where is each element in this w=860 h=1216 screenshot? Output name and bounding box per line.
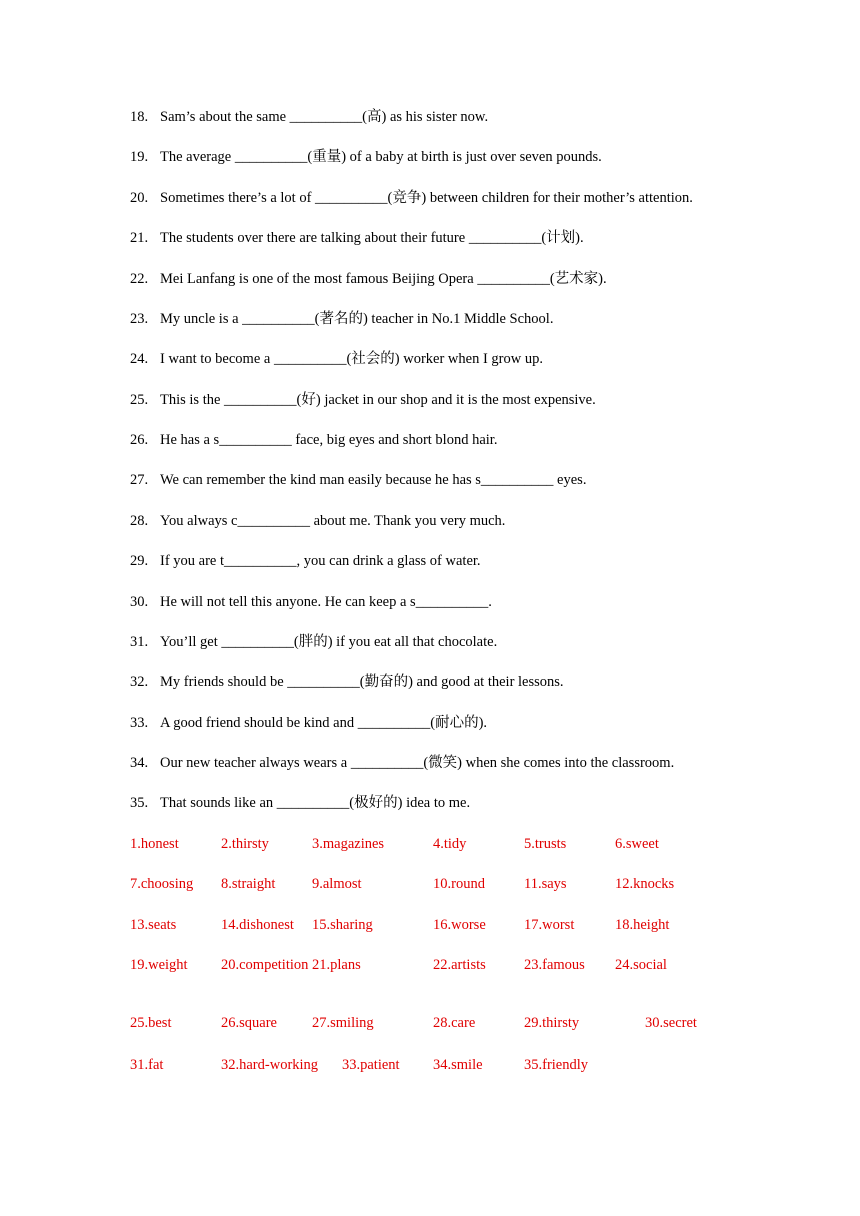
question-20 (130, 189, 693, 207)
answer-23: 23.famous (524, 957, 585, 973)
answer-10: 10.round (433, 876, 485, 892)
answer-11: 11.says (524, 876, 567, 892)
question-text: I want to become a __________(社会的) worker when I grow up. (160, 351, 543, 367)
question-text: This is the __________(好) jacket in our shop and it is the most expensive. (160, 392, 596, 408)
question-text: He has a s__________ face, big eyes and short blond hair. (160, 432, 498, 448)
answer-29: 29.thirsty (524, 1015, 580, 1031)
question-number: 31. (130, 634, 149, 650)
question-number: 18. (130, 109, 149, 125)
answer-9: 9.almost (312, 876, 362, 892)
answer-12: 12.knocks (615, 876, 675, 892)
answer-17: 17.worst (524, 917, 575, 933)
answer-18: 18.height (615, 917, 670, 933)
answer-4: 4.tidy (433, 836, 467, 852)
answer-25: 25.best (130, 1015, 172, 1031)
answer-13: 13.seats (130, 917, 177, 933)
answer-24: 24.social (615, 957, 667, 973)
question-25 (130, 391, 596, 409)
question-number: 33. (130, 715, 149, 731)
question-text: Sam’s about the same __________(高) as his sister now. (160, 109, 489, 125)
answer-22: 22.artists (433, 957, 486, 973)
question-text: My uncle is a __________(著名的) teacher in No.1 Middle School. (160, 311, 554, 327)
answer-26: 26.square (221, 1015, 277, 1031)
question-number: 29. (130, 553, 149, 569)
answer-31: 31.fat (130, 1057, 164, 1073)
answer-15: 15.sharing (312, 917, 373, 933)
question-number: 24. (130, 351, 149, 367)
question-text: We can remember the kind man easily because he has s__________ eyes. (160, 472, 587, 488)
answer-33: 33.patient (342, 1057, 400, 1073)
answer-34: 34.smile (433, 1057, 483, 1073)
answer-30: 30.secret (645, 1015, 697, 1031)
question-text: A good friend should be kind and __________(耐心的). (160, 715, 488, 731)
question-24 (130, 350, 543, 368)
question-33 (130, 714, 487, 732)
question-27 (130, 471, 586, 489)
question-number: 19. (130, 149, 149, 165)
answer-19: 19.weight (130, 957, 188, 973)
question-number: 22. (130, 271, 149, 287)
question-text: My friends should be __________(勤奋的) and good at their lessons. (160, 674, 564, 690)
answer-16: 16.worse (433, 917, 486, 933)
answer-35: 35.friendly (524, 1057, 589, 1073)
question-23 (130, 310, 553, 328)
question-text: Sometimes there’s a lot of __________(竞争) between children for their mother’s attention. (160, 190, 693, 206)
question-21 (130, 229, 584, 247)
question-number: 21. (130, 230, 149, 246)
question-number: 30. (130, 594, 149, 610)
answer-7: 7.choosing (130, 876, 194, 892)
answer-32: 32.hard-working (221, 1057, 319, 1073)
question-18 (130, 108, 488, 126)
question-text: Our new teacher always wears a __________(微笑) when she comes into the classroom. (160, 755, 675, 771)
question-number: 23. (130, 311, 149, 327)
question-31 (130, 633, 497, 651)
question-text: The students over there are talking about their future __________(计划). (160, 230, 584, 246)
question-26 (130, 431, 497, 449)
question-34 (130, 754, 674, 772)
question-text: If you are t__________, you can drink a glass of water. (160, 553, 481, 569)
question-29 (130, 552, 481, 570)
answer-28: 28.care (433, 1015, 476, 1031)
question-22 (130, 270, 607, 288)
question-30 (130, 593, 492, 611)
answer-21: 21.plans (312, 957, 361, 973)
question-number: 35. (130, 795, 149, 811)
question-number: 26. (130, 432, 149, 448)
question-text: He will not tell this anyone. He can keep a s__________. (160, 594, 492, 610)
answer-2: 2.thirsty (221, 836, 269, 852)
answer-20: 20.competition (221, 957, 309, 973)
question-text: You always c__________ about me. Thank you very much. (160, 513, 506, 529)
answer-1: 1.honest (130, 836, 179, 852)
answer-27: 27.smiling (312, 1015, 374, 1031)
answer-5: 5.trusts (524, 836, 567, 852)
question-number: 28. (130, 513, 149, 529)
question-number: 25. (130, 392, 149, 408)
answer-3: 3.magazines (312, 836, 385, 852)
answer-6: 6.sweet (615, 836, 659, 852)
answer-8: 8.straight (221, 876, 276, 892)
question-number: 20. (130, 190, 149, 206)
question-text: Mei Lanfang is one of the most famous Beijing Opera __________(艺术家). (160, 271, 607, 287)
answer-14: 14.dishonest (221, 917, 294, 933)
question-text: The average __________(重量) of a baby at birth is just over seven pounds. (160, 149, 602, 165)
question-number: 34. (130, 755, 149, 771)
question-19 (130, 148, 602, 166)
question-32 (130, 673, 564, 691)
question-number: 32. (130, 674, 149, 690)
question-28 (130, 512, 505, 530)
question-text: That sounds like an __________(极好的) idea to me. (160, 795, 471, 811)
question-35 (130, 794, 470, 812)
question-text: You’ll get __________(胖的) if you eat all that chocolate. (160, 634, 498, 650)
question-number: 27. (130, 472, 149, 488)
